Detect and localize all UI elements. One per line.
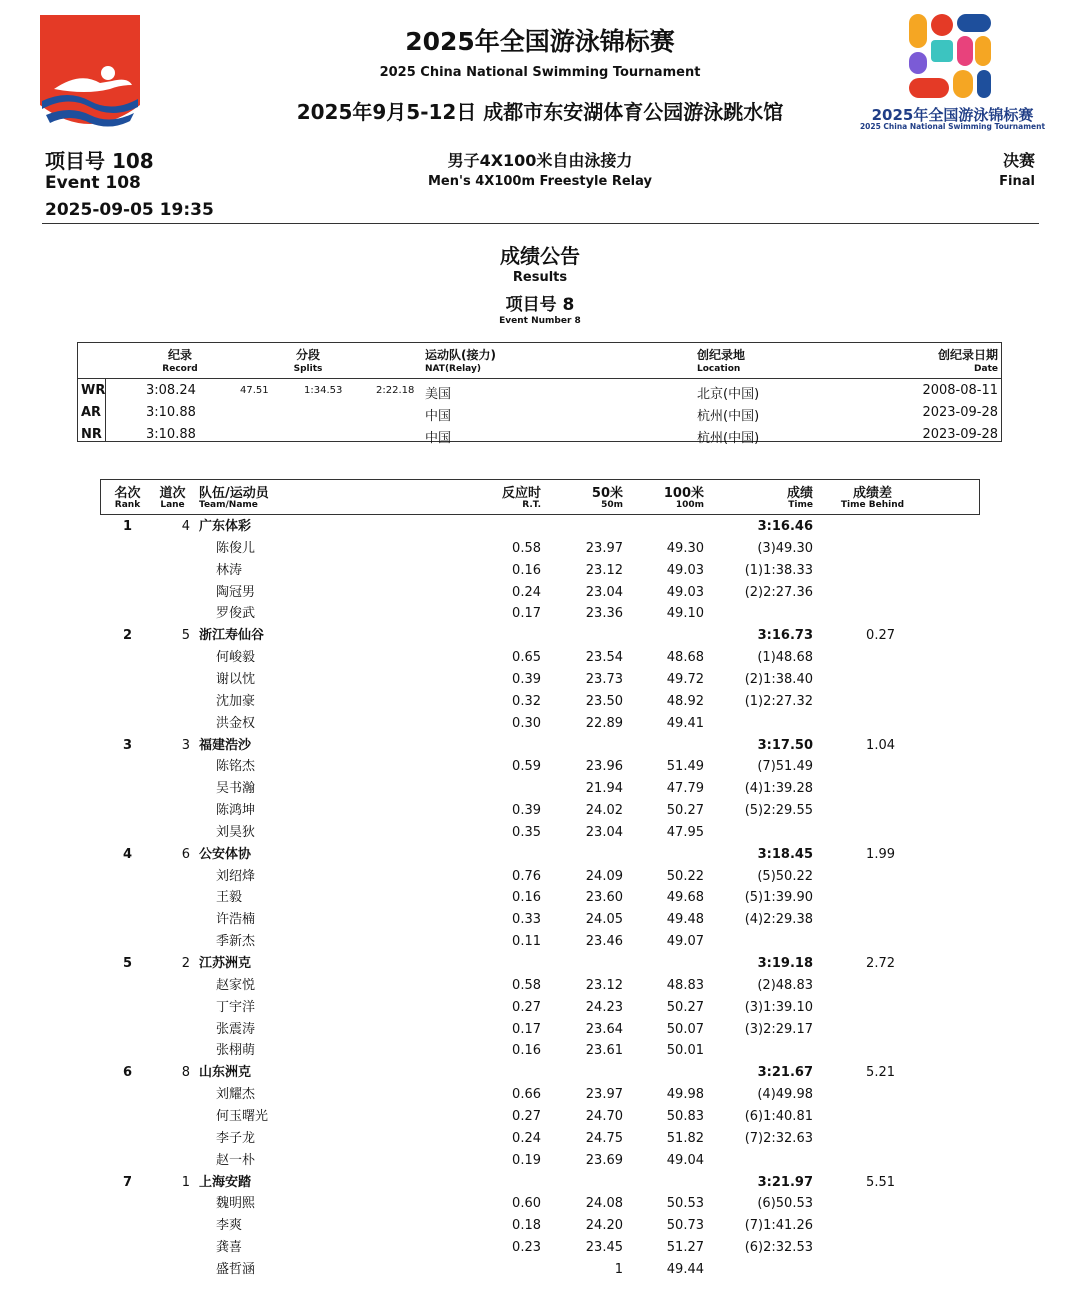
record-code: NR [81,427,102,442]
team-time: 3:17.50 [757,738,813,753]
record-nat: 中国 [425,431,452,446]
swimmer-50m-split: 23.97 [585,1087,623,1102]
swimmer-reaction-time: 0.18 [512,1218,541,1233]
team-lane: 4 [181,519,190,534]
swimmer-50m-split: 24.08 [585,1196,623,1211]
swimmer-cumulative-time: (7)1:41.26 [744,1218,813,1233]
team-name: 山东洲克 [199,1065,252,1080]
team-name: 福建浩沙 [199,738,252,753]
swimmer-name: 龚喜 [216,1240,243,1255]
swimmer-name: 洪金权 [216,716,256,731]
swimmer-reaction-time: 0.33 [512,912,541,927]
rt-header-en: R.T. [522,500,541,510]
team-time: 3:21.97 [757,1175,813,1190]
swimmer-100m-split: 49.30 [666,541,704,556]
swimmer-50m-split: 1 [614,1262,623,1277]
m50-header-en: 50m [601,500,623,510]
swimmer-50m-split: 23.73 [585,672,623,687]
team-rank: 5 [122,956,133,971]
swimmer-reaction-time: 0.24 [512,585,541,600]
swimmer-50m-split: 24.09 [585,869,623,884]
record-location: 杭州(中国) [697,409,760,424]
swimmer-name: 沈加豪 [216,694,256,709]
swimmer-100m-split: 50.22 [666,869,704,884]
swimmer-50m-split: 23.69 [585,1153,623,1168]
nat-header: 运动队(接力) [425,348,496,362]
behind-header-en: Time Behind [840,500,905,510]
logo-text-en: 2025 China National Swimming Tournament [859,122,1046,131]
swimmer-reaction-time: 0.17 [512,1022,541,1037]
swimmer-50m-split: 23.54 [585,650,623,665]
team-time-behind: 5.21 [866,1065,895,1080]
swimmer-100m-split: 49.48 [666,912,704,927]
team-name: 上海安踏 [199,1175,252,1190]
swimmer-100m-split: 48.83 [666,978,704,993]
team-time: 3:16.73 [757,628,813,643]
team-name: 浙江寿仙谷 [199,628,265,643]
swimmer-reaction-time: 0.24 [512,1131,541,1146]
team-lane: 5 [181,628,190,643]
swimmer-100m-split: 48.92 [666,694,704,709]
swimmer-50m-split: 23.46 [585,934,623,949]
swimmer-name: 张栩萌 [216,1043,256,1058]
swimmer-name: 赵家悦 [216,978,256,993]
swimmer-50m-split: 24.70 [585,1109,623,1124]
swimmer-name: 赵一朴 [216,1153,256,1168]
location-header-en: Location [697,364,741,374]
swimmer-100m-split: 49.04 [666,1153,704,1168]
swimmer-100m-split: 51.27 [666,1240,704,1255]
round-label-en: Final [999,174,1035,189]
swimmer-100m-split: 49.10 [666,606,704,621]
swimmer-name: 陶冠男 [216,585,256,600]
team-time-behind: 1.99 [866,847,895,862]
m100-header: 100米 [663,486,704,501]
swimmer-name: 林涛 [216,563,243,578]
swimmer-cumulative-time: (4)1:39.28 [744,781,813,796]
swimmer-50m-split: 23.96 [585,759,623,774]
record-split: 47.51 [240,385,269,396]
m50-header: 50米 [591,486,623,501]
record-nat: 美国 [425,387,452,402]
swimmer-reaction-time: 0.76 [512,869,541,884]
swimmer-name: 刘绍烽 [216,869,256,884]
swimmer-50m-split: 24.23 [585,1000,623,1015]
swimmer-reaction-time: 0.16 [512,563,541,578]
tournament-title-en: 2025 China National Swimming Tournament [379,65,701,80]
swimmer-50m-split: 23.36 [585,606,623,621]
swimmer-reaction-time: 0.65 [512,650,541,665]
swimmer-reaction-time: 0.39 [512,803,541,818]
results-title-en: Results [512,270,568,285]
splits-header: 分段 [295,348,320,362]
swimmer-100m-split: 50.01 [666,1043,704,1058]
swimmer-name: 许浩楠 [216,912,256,927]
event-number-en: Event 108 [45,173,141,193]
date-header-en: Date [974,364,998,374]
swimmer-name: 季新杰 [216,934,256,949]
swimmer-name: 张震涛 [216,1022,256,1037]
header-divider [42,223,1039,224]
swimmer-name: 盛哲涵 [216,1262,256,1277]
record-split: 2:22.18 [376,385,415,396]
swimmer-cumulative-time: (7)2:32.63 [744,1131,813,1146]
swimmer-name: 谢以忱 [216,672,256,687]
swimmer-reaction-time: 0.27 [512,1109,541,1124]
record-location: 北京(中国) [697,387,760,402]
team-lane: 6 [181,847,190,862]
swimmer-100m-split: 50.27 [666,803,704,818]
swimmer-cumulative-time: (4)49.98 [757,1087,813,1102]
swimmer-cumulative-time: (1)2:27.32 [744,694,813,709]
behind-header: 成绩差 [852,486,892,501]
swimmer-100m-split: 47.79 [666,781,704,796]
swimmer-cumulative-time: (7)51.49 [757,759,813,774]
swimmer-50m-split: 24.20 [585,1218,623,1233]
m100-header-en: 100m [675,500,704,510]
swimmer-100m-split: 51.82 [666,1131,704,1146]
swimmer-100m-split: 50.07 [666,1022,704,1037]
team-rank: 3 [122,738,133,753]
record-time: 3:08.24 [146,383,196,398]
swimmer-50m-split: 23.12 [585,563,623,578]
swimmer-100m-split: 48.68 [666,650,704,665]
tournament-logo [905,12,995,102]
rank-header: 名次 [114,486,141,501]
swimmer-50m-split: 23.04 [585,585,623,600]
swimmer-100m-split: 51.49 [666,759,704,774]
team-lane: 3 [181,738,190,753]
swimmer-name: 李子龙 [216,1131,256,1146]
record-header: 纪录 [167,348,192,362]
team-lane: 2 [181,956,190,971]
swimmer-50m-split: 23.61 [585,1043,623,1058]
record-time: 3:10.88 [146,405,196,420]
event-number-title-en: Event Number 8 [499,316,581,326]
team-rank: 7 [122,1175,133,1190]
record-date: 2023-09-28 [922,427,998,442]
swimmer-100m-split: 49.98 [666,1087,704,1102]
swimmer-reaction-time: 0.16 [512,890,541,905]
swimmer-50m-split: 23.45 [585,1240,623,1255]
swimmer-reaction-time: 0.58 [512,541,541,556]
team-time: 3:16.46 [757,519,813,534]
swimmer-100m-split: 49.72 [666,672,704,687]
tournament-title: 2025年全国游泳锦标赛 [405,27,675,56]
swimmer-name: 陈俊儿 [216,541,256,556]
swimmer-cumulative-time: (5)2:29.55 [744,803,813,818]
swimmer-reaction-time: 0.30 [512,716,541,731]
team-header-en: Team/Name [199,500,258,510]
event-name: 男子4X100米自由泳接力 [447,151,633,170]
swimmer-cumulative-time: (3)1:39.10 [744,1000,813,1015]
record-location: 杭州(中国) [697,431,760,446]
swimming-federation-logo [40,15,140,131]
team-time-behind: 2.72 [866,956,895,971]
swimmer-50m-split: 21.94 [585,781,623,796]
swimmer-cumulative-time: (1)48.68 [757,650,813,665]
record-date: 2008-08-11 [922,383,998,398]
nat-header-en: NAT(Relay) [425,364,481,374]
swimmer-name: 何玉曙光 [216,1109,269,1124]
swimmer-100m-split: 49.68 [666,890,704,905]
swimmer-name: 刘耀杰 [216,1087,256,1102]
splits-header-en: Splits [293,364,323,374]
rank-header-en: Rank [114,500,141,510]
rt-header: 反应时 [501,486,541,501]
lane-header: 道次 [159,486,186,501]
record-code: AR [81,405,102,420]
location-header: 创纪录地 [697,348,746,362]
swimmer-reaction-time: 0.59 [512,759,541,774]
logo-text: 2025年全国游泳锦标赛 [871,106,1034,124]
event-number-title: 项目号 8 [505,295,575,315]
swimmer-50m-split: 23.97 [585,541,623,556]
record-code: WR [81,383,106,398]
swimmer-reaction-time: 0.58 [512,978,541,993]
swimmer-50m-split: 24.02 [585,803,623,818]
swimmer-100m-split: 49.44 [666,1262,704,1277]
swimmer-reaction-time: 0.39 [512,672,541,687]
swimmer-reaction-time: 0.17 [512,606,541,621]
record-time: 3:10.88 [146,427,196,442]
swimmer-cumulative-time: (2)2:27.36 [744,585,813,600]
swimmer-cumulative-time: (3)49.30 [757,541,813,556]
swimmer-name: 罗俊武 [216,606,256,621]
team-time: 3:21.67 [757,1065,813,1080]
swimmer-100m-split: 50.73 [666,1218,704,1233]
team-lane: 8 [181,1065,190,1080]
swimmer-100m-split: 50.83 [666,1109,704,1124]
swimmer-cumulative-time: (1)1:38.33 [744,563,813,578]
swimmer-cumulative-time: (3)2:29.17 [744,1022,813,1037]
swimmer-cumulative-time: (4)2:29.38 [744,912,813,927]
swimmer-50m-split: 24.75 [585,1131,623,1146]
swimmer-reaction-time: 0.32 [512,694,541,709]
team-name: 广东体彩 [199,519,252,534]
swimmer-reaction-time: 0.27 [512,1000,541,1015]
swimmer-50m-split: 23.12 [585,978,623,993]
team-name: 江苏洲克 [199,956,252,971]
swimmer-name: 何峻毅 [216,650,256,665]
results-title: 成绩公告 [500,244,580,268]
swimmer-cumulative-time: (2)1:38.40 [744,672,813,687]
team-time-behind: 1.04 [866,738,895,753]
record-header-en: Record [162,364,198,374]
team-header: 队伍/运动员 [199,486,269,501]
swimmer-reaction-time: 0.23 [512,1240,541,1255]
event-datetime: 2025-09-05 19:35 [45,200,214,220]
team-rank: 4 [122,847,133,862]
team-time: 3:18.45 [757,847,813,862]
event-number: 项目号 108 [45,149,154,173]
record-nat: 中国 [425,409,452,424]
swimmer-cumulative-time: (6)50.53 [757,1196,813,1211]
swimmer-reaction-time: 0.60 [512,1196,541,1211]
swimmer-100m-split: 49.03 [666,563,704,578]
swimmer-cumulative-time: (6)1:40.81 [744,1109,813,1124]
event-name-en: Men's 4X100m Freestyle Relay [428,174,652,189]
swimmer-100m-split: 47.95 [666,825,704,840]
team-time-behind: 0.27 [866,628,895,643]
record-split: 1:34.53 [304,385,343,396]
team-rank: 1 [122,519,133,534]
lane-header-en: Lane [160,500,185,510]
swimmer-reaction-time: 0.35 [512,825,541,840]
time-header: 成绩 [786,486,813,501]
swimmer-100m-split: 49.03 [666,585,704,600]
swimmer-50m-split: 22.89 [585,716,623,731]
team-time: 3:19.18 [757,956,813,971]
swimmer-50m-split: 23.50 [585,694,623,709]
time-header-en: Time [788,500,813,510]
swimmer-name: 魏明熙 [216,1196,256,1211]
team-rank: 6 [122,1065,133,1080]
team-name: 公安体协 [199,847,252,862]
swimmer-cumulative-time: (5)1:39.90 [744,890,813,905]
swimmer-name: 李爽 [216,1218,243,1233]
swimmer-name: 刘昊狄 [216,825,256,840]
swimmer-50m-split: 24.05 [585,912,623,927]
swimmer-name: 丁宇洋 [216,1000,256,1015]
record-date: 2023-09-28 [922,405,998,420]
swimmer-100m-split: 50.27 [666,1000,704,1015]
swimmer-name: 陈鸿坤 [216,803,256,818]
swimmer-reaction-time: 0.66 [512,1087,541,1102]
swimmer-reaction-time: 0.19 [512,1153,541,1168]
swimmer-50m-split: 23.64 [585,1022,623,1037]
swimmer-cumulative-time: (6)2:32.53 [744,1240,813,1255]
swimmer-reaction-time: 0.11 [512,934,541,949]
swimmer-name: 吴书瀚 [216,781,256,796]
round-label: 决赛 [1002,151,1035,170]
swimmer-50m-split: 23.60 [585,890,623,905]
team-rank: 2 [122,628,133,643]
swimmer-name: 陈铭杰 [216,759,256,774]
venue-dates: 2025年9月5-12日 成都市东安湖体育公园游泳跳水馆 [296,100,784,124]
team-time-behind: 5.51 [866,1175,895,1190]
date-header: 创纪录日期 [937,348,998,362]
records-header-divider [77,378,1002,379]
swimmer-100m-split: 50.53 [666,1196,704,1211]
swimmer-cumulative-time: (5)50.22 [757,869,813,884]
team-lane: 1 [181,1175,190,1190]
swimmer-cumulative-time: (2)48.83 [757,978,813,993]
swimmer-reaction-time: 0.16 [512,1043,541,1058]
swimmer-100m-split: 49.07 [666,934,704,949]
swimmer-name: 王毅 [216,890,243,905]
swimmer-50m-split: 23.04 [585,825,623,840]
swimmer-100m-split: 49.41 [666,716,704,731]
